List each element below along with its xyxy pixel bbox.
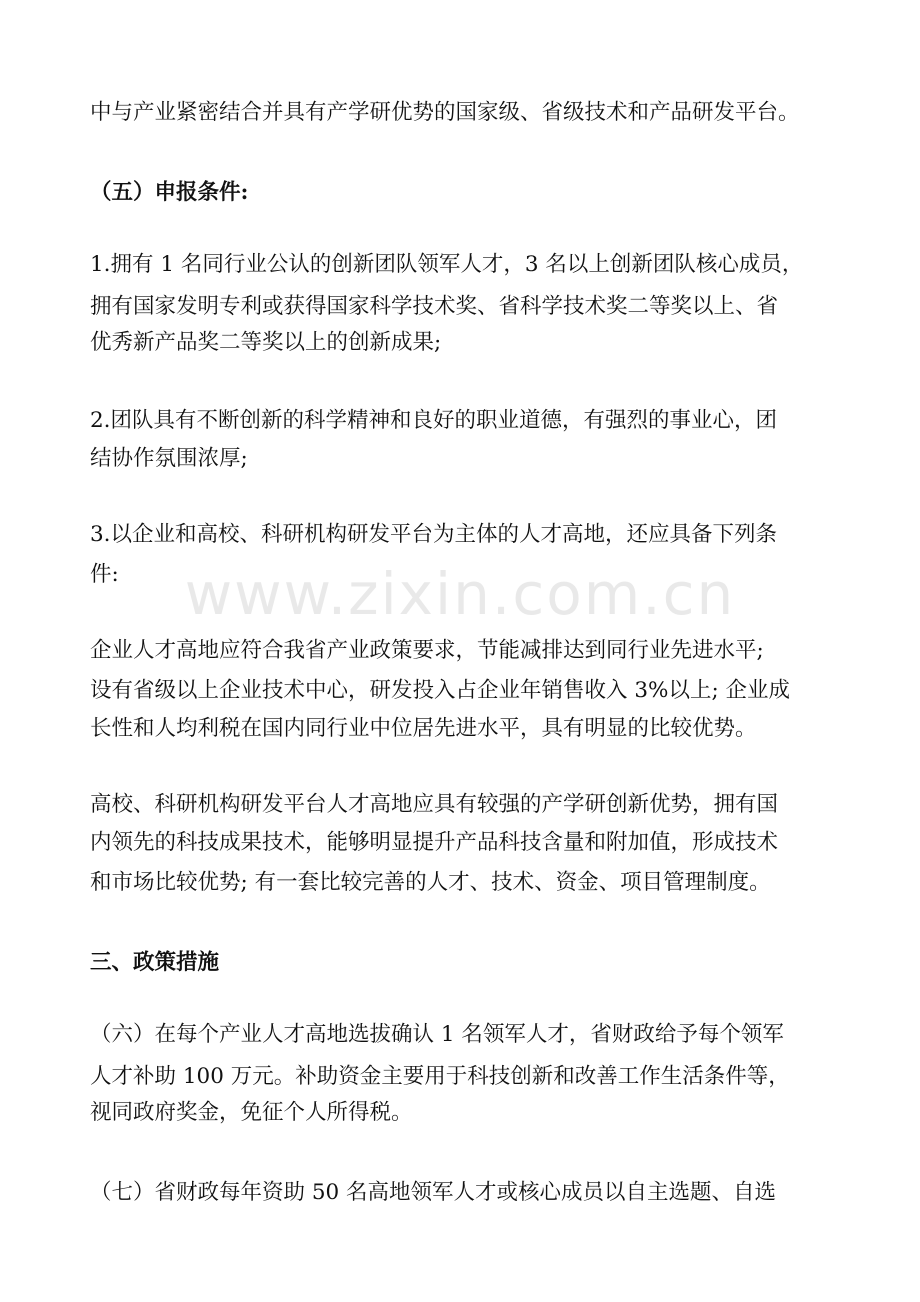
line-text: 中与产业紧密结合并具有产学研优势的国家级、省级技术和产品研发平台。 (90, 100, 800, 125)
line-text: 拥有国家发明专利或获得国家科学技术奖、省科学技术奖二等奖以上、省 (90, 294, 779, 319)
line-text: 人才补助 100 万元。补助资金主要用于科技创新和改善工作生活条件等， (90, 1064, 790, 1089)
heading-text: 三、政策措施 (90, 950, 220, 975)
line-text: 内领先的科技成果技术，能够明显提升产品科技含量和附加值，形成技术 (90, 830, 779, 855)
line-text: 件: (90, 562, 119, 587)
line-text: 长性和人均利税在国内同行业中位居先进水平，具有明显的比较优势。 (90, 716, 757, 741)
heading-text: （五）申报条件: (90, 180, 249, 205)
watermark: www.zixin.com.cn (184, 560, 736, 628)
line-text: 设有省级以上企业技术中心，研发投入占企业年销售收入 3%以上; 企业成 (90, 678, 791, 703)
line-text: （六）在每个产业人才高地选拔确认 1 名领军人才，省财政给予每个领军 (90, 1022, 784, 1047)
line-text: 视同政府奖金，免征个人所得税。 (90, 1100, 413, 1125)
line-text: 3.以企业和高校、科研机构研发平台为主体的人才高地，还应具备下列条 (90, 522, 778, 547)
line-text: 优秀新产品奖二等奖以上的创新成果; (90, 330, 442, 355)
line-text: 1.拥有 1 名同行业公认的创新团队领军人才，3 名以上创新团队核心成员， (90, 252, 804, 277)
line-text: 企业人才高地应符合我省产业政策要求，节能减排达到同行业先进水平; (90, 638, 764, 663)
line-text: 高校、科研机构研发平台人才高地应具有较强的产学研创新优势，拥有国 (90, 792, 779, 817)
line-text: 2.团队具有不断创新的科学精神和良好的职业道德，有强烈的事业心，团 (90, 408, 778, 433)
line-text: （七）省财政每年资助 50 名高地领军人才或核心成员以自主选题、自选 (90, 1180, 777, 1205)
line-text: 结协作氛围浓厚; (90, 446, 248, 471)
line-text: 和市场比较优势; 有一套比较完善的人才、技术、资金、项目管理制度。 (90, 870, 771, 895)
